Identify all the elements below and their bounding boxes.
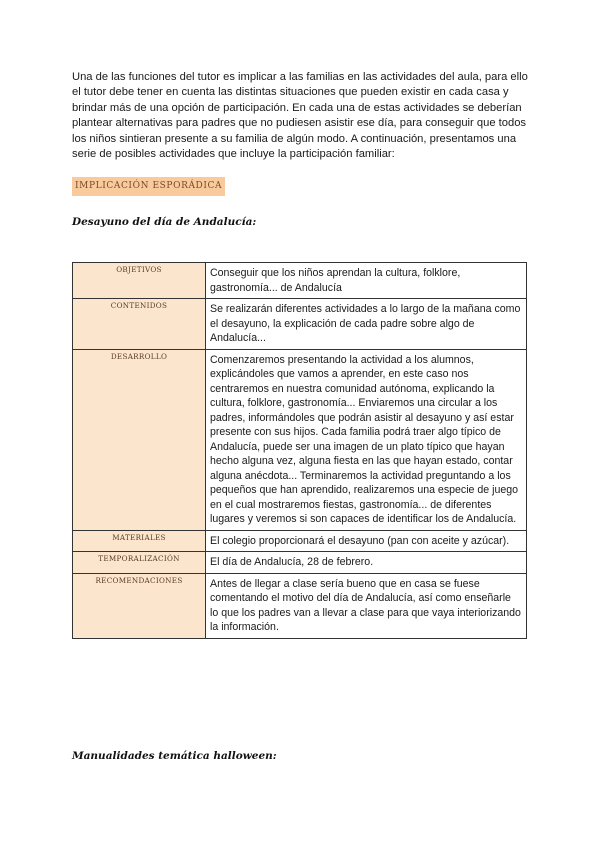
- intro-paragraph: Una de las funciones del tutor es implicar a las familias en las actividades del aula, para ello el tutor debe tener en cuenta las distintas situaciones que pueden existir en cada casa y brindar más de una opción de participación. En cada una de estas actividades se deberían plantear alternativas para padres que no pudiesen asistir ese día, para conseguir que todos los niños sintieran presente a su familia de algún modo. A continuación, presentamos una serie de posibles actividades que incluye la participación familiar:: [72, 71, 528, 161]
- table-row: [73, 263, 527, 299]
- row-label-objetivos: OBJETIVOS: [73, 263, 206, 299]
- table-row: [73, 530, 527, 552]
- table-row: [73, 552, 527, 574]
- row-label-contenidos: CONTENIDOS: [73, 299, 206, 350]
- row-value-materiales: El colegio proporcionará el desayuno (pan con aceite y azúcar).: [206, 530, 527, 552]
- row-label-desarrollo: DESARROLLO: [73, 349, 206, 530]
- section-tag: IMPLICACIÓN ESPORÁDICA: [72, 177, 225, 196]
- table-row: [73, 299, 527, 350]
- table-row: [73, 349, 527, 530]
- row-value-temporalizacion: El día de Andalucía, 28 de febrero.: [206, 552, 527, 574]
- activity-plan-table: [72, 262, 527, 639]
- row-value-recomendaciones: Antes de llegar a clase sería bueno que en casa se fuese comentando el motivo del día de Andalucía, así como enseñarle lo que los padres van a llevar a clase para que vaya interiorizando la información.: [206, 573, 527, 638]
- activity-title: Desayuno del día de Andalucía:: [72, 216, 257, 228]
- row-value-objetivos: Conseguir que los niños aprendan la cultura, folklore, gastronomía... de Andalucía: [206, 263, 527, 299]
- activity-title-halloween: Manualidades temática halloween:: [72, 750, 277, 762]
- row-value-desarrollo: Comenzaremos presentando la actividad a los alumnos, explicándoles que vamos a aprender, en este caso nos centraremos en nuestra comunidad autónoma, explicando la cultura, folklore, gastronomía... Enviaremos una circular a los padres, informándoles que podrán asistir al desayuno y así estar presente con sus hijos. Cada familia podrá traer algo típico de Andalucía, puede ser una imagen de un plato típico que hayan hecho alguna vez, alguna fiesta en las que hayan estado, contar alguna anécdota... Terminaremos la actividad preguntando a los pequeños que han aprendido, realizaremos una especie de juego en el cual mostraremos fiestas, gastronomía... de diferentes lugares y veremos si son capaces de identificar los de Andalucía.: [206, 349, 527, 530]
- table-row: [73, 573, 527, 638]
- row-value-contenidos: Se realizarán diferentes actividades a lo largo de la mañana como el desayuno, la explicación de cada padre sobre algo de Andalucía...: [206, 299, 527, 350]
- row-label-recomendaciones: RECOMENDACIONES: [73, 573, 206, 638]
- row-label-temporalizacion: TEMPORALIZACIÓN: [73, 552, 206, 574]
- row-label-materiales: MATERIALES: [73, 530, 206, 552]
